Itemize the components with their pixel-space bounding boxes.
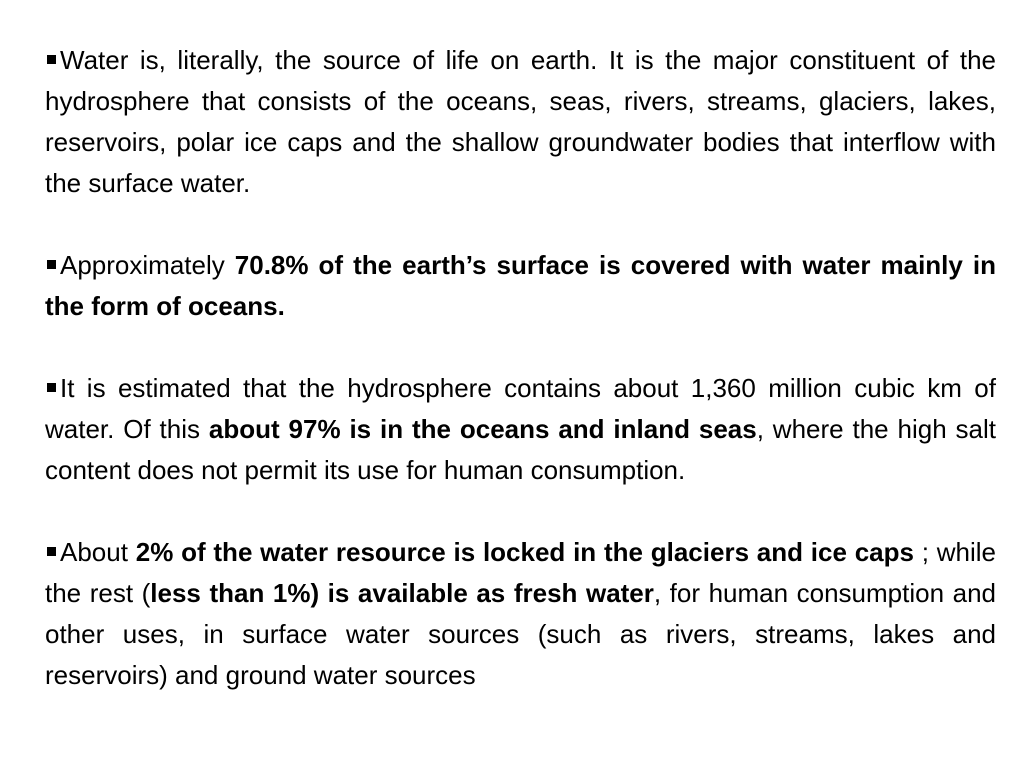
paragraph-text: Approximately [60,250,235,280]
paragraph-text: Water is, literally, the source of life on earth. It is the major constituent of the hydrosphere that consists of the oceans, seas, rivers, streams, glaciers, lakes, reservoirs, polar ice caps and the shallow groundwater bodies that interflow with the surface water. [45,45,996,198]
bullet-paragraph-water-source [45,40,996,204]
paragraph-text: About [60,537,136,567]
paragraph-text: ; while the rest ( [45,537,997,608]
bullet-paragraph-hydrosphere-volume [45,368,996,491]
square-bullet-icon [47,55,56,64]
emphasis-text: about 97% is in the oceans and inland seas [208,414,757,444]
emphasis-text: 2% of the water resource is locked in the glaciers and ice caps [135,537,914,567]
square-bullet-icon [47,383,56,392]
paragraph-text: , where the high salt content does not permit its use for human consumption. [45,414,996,485]
slide-body [45,40,996,696]
square-bullet-icon [47,547,56,556]
emphasis-text: 70.8% of the earth’s surface is covered with water mainly in the form of oceans. [45,250,996,321]
paragraph-text: It is estimated that the hydrosphere contains about 1,360 million cubic km of water. Of this [45,373,996,444]
bullet-paragraph-surface-coverage [45,245,996,327]
bullet-paragraph-fresh-water [45,532,996,696]
emphasis-text: less than 1%) is available as fresh water [150,578,654,608]
paragraph-text: , for human consumption and other uses, in surface water sources (such as rivers, streams, lakes and reservoirs) and ground water sources [45,578,996,690]
square-bullet-icon [47,260,56,269]
